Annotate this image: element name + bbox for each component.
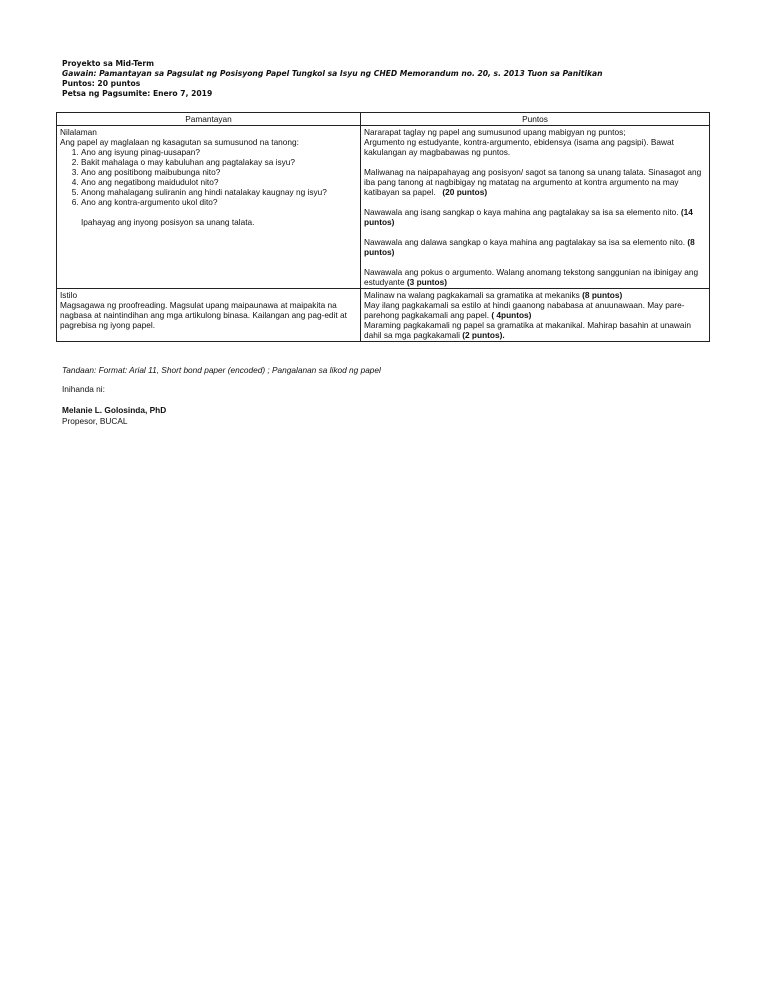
level-14 <box>364 207 706 227</box>
format-note: Tandaan: Format: Arial 11, Short bond paper (encoded) ; Pangalanan sa likod ng papel <box>62 365 381 375</box>
criterion-title: Nilalaman <box>60 127 97 137</box>
list-item: 3. Ano ang positibong maibubunga nito? <box>81 167 357 177</box>
col-header-points: Puntos <box>361 113 710 126</box>
level-points: (14 puntos) <box>364 207 693 227</box>
level-points: (2 puntos). <box>462 330 505 340</box>
criterion-closing: Ipahayag ang inyong posisyon sa unang talata. <box>81 217 255 227</box>
points-cell-content <box>361 126 710 289</box>
rubric-row-content <box>57 126 710 289</box>
level-text: Maraming pagkakamali ng papel sa gramatika at makanikal. Mahirap basahin at unawain dahil sa mga pagkakamali <box>364 320 691 340</box>
level-points: (3 puntos) <box>406 277 448 287</box>
criterion-body: Magsagawa ng proofreading. Magsulat upang maipaunawa at maipakita na nagbasa at naintindihan ang mga artikulong binasa. Kailangan ang pag-edit at pagrebisa ng iyong papel. <box>60 300 347 330</box>
points-intro: Nararapat taglay ng papel ang sumusunod upang mabigyan ng puntos; <box>364 127 626 137</box>
project-title: Proyekto sa Mid-Term <box>62 59 155 68</box>
points-intro-detail: Argumento ng estudyante, kontra-argumento, ebidensya (isama ang pagsipi). Bawat kakulangan ay magbabawas ng puntos. <box>364 137 674 157</box>
list-item: 6. Ano ang kontra-argumento ukol dito? <box>81 197 357 207</box>
prepared-by-label: Inihanda ni: <box>62 384 105 394</box>
document-header <box>62 59 603 99</box>
style-level-2 <box>364 320 706 340</box>
level-8 <box>364 237 706 257</box>
rubric-table <box>56 112 710 342</box>
task-title: Gawain: Pamantayan sa Pagsulat ng Posisyong Papel Tungkol sa Isyu ng CHED Memorandum no. 20, s. 2013 Tuon sa Panitikan <box>62 69 603 78</box>
criterion-title: Istilo <box>60 290 78 300</box>
list-item: 4. Ano ang negatibong maidudulot nito? <box>81 177 357 187</box>
level-text: Maliwanag na naipapahayag ang posisyon/ sagot sa tanong sa unang talata. Sinasagot ang iba pang tanong at nagbibigay ng matatag na argumento at kontra argumento na may katibayan sa papel. <box>364 167 702 197</box>
level-points: (20 puntos) <box>442 187 488 197</box>
level-text: Nawawala ang dalawa sangkap o kaya mahina ang pagtalakay sa isa sa elemento nito. <box>364 237 686 247</box>
level-20 <box>364 167 706 197</box>
rubric-row-style <box>57 289 710 342</box>
level-points: (8 puntos) <box>582 290 623 300</box>
list-item: 2. Bakit mahalaga o may kabuluhan ang pagtalakay sa isyu? <box>81 157 357 167</box>
question-list <box>60 147 357 207</box>
level-points: ( 4puntos) <box>491 310 532 320</box>
points-cell-style <box>361 289 710 342</box>
criterion-intro: Ang papel ay maglalaan ng kasagutan sa sumusunod na tanong: <box>60 137 299 147</box>
level-text: Nawawala ang pokus o argumento. Walang anomang tekstong sanggunian na ibinigay ang estudyante <box>364 267 699 287</box>
style-level-4 <box>364 300 706 320</box>
level-text: Nawawala ang isang sangkap o kaya mahina ang pagtalakay sa isa sa elemento nito. <box>364 207 679 217</box>
list-item: 5. Anong mahalagang suliranin ang hindi natalakay kaugnay ng isyu? <box>81 187 357 197</box>
rubric-header-row <box>57 113 710 126</box>
signatory-name: Melanie L. Golosinda, PhD <box>62 405 167 415</box>
level-text: Malinaw na walang pagkakamali sa gramatika at mekaniks <box>364 290 580 300</box>
submission-date: Petsa ng Pagsumite: Enero 7, 2019 <box>62 89 213 98</box>
level-text: May ilang pagkakamali sa estilo at hindi gaanong nababasa at anuunawaan. May pare-parehong pagkakamali ang papel. <box>364 300 685 320</box>
level-3 <box>364 267 706 287</box>
signatory-title: Propesor, BUCAL <box>62 416 128 426</box>
level-points: (8 puntos) <box>364 237 695 257</box>
col-header-criteria: Pamantayan <box>57 113 361 126</box>
criterion-cell-content <box>57 126 361 289</box>
list-item: 1. Ano ang isyung pinag-uusapan? <box>81 147 357 157</box>
points-total: Puntos: 20 puntos <box>62 79 141 88</box>
style-level-8 <box>364 290 706 300</box>
criterion-cell-style <box>57 289 361 342</box>
